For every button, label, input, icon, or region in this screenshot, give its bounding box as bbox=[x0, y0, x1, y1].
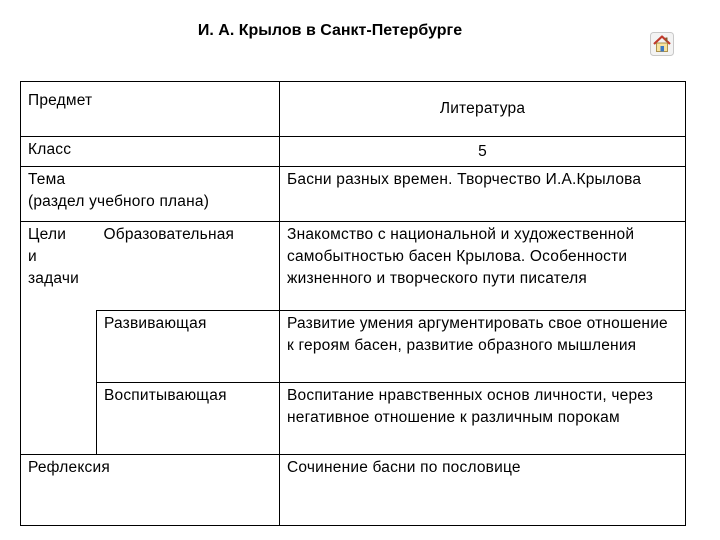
topic-label-line2: (раздел учебного плана) bbox=[28, 193, 210, 210]
topic-value: Басни разных времен. Творчество И.А.Крылова bbox=[280, 167, 686, 222]
topic-label-line1: Тема bbox=[28, 171, 66, 188]
class-value: 5 bbox=[280, 137, 686, 167]
home-icon bbox=[650, 32, 674, 56]
subject-value: Литература bbox=[280, 82, 686, 137]
page-title: И. А. Крылов в Санкт-Петербурге bbox=[197, 22, 463, 39]
goals-label-line3: задачи bbox=[28, 270, 79, 287]
goal-type: Воспитывающая bbox=[97, 383, 280, 455]
class-label: Класс bbox=[21, 137, 280, 167]
reflection-value: Сочинение басни по пословице bbox=[280, 455, 686, 526]
goals-label bbox=[21, 222, 97, 455]
table-row-subject bbox=[21, 82, 686, 137]
table-row-topic bbox=[21, 167, 686, 222]
topic-label bbox=[21, 167, 280, 222]
lesson-info-table bbox=[20, 81, 686, 526]
table-row-goal-developing bbox=[21, 311, 686, 383]
goals-label-line2: и bbox=[28, 248, 37, 265]
table-row-class bbox=[21, 137, 686, 167]
goal-type: Образовательная bbox=[97, 222, 280, 311]
goal-text: Развитие умения аргументировать свое отношение к героям басен, развитие образного мышления bbox=[280, 311, 686, 383]
goal-text: Знакомство с национальной и художественной самобытностью басен Крылова. Особенности жизненного и творческого пути писателя bbox=[280, 222, 686, 311]
goal-type: Развивающая bbox=[97, 311, 280, 383]
table-row-goal-educational bbox=[21, 222, 686, 311]
table-row-reflection bbox=[21, 455, 686, 526]
goals-label-line1: Цели bbox=[28, 226, 67, 243]
home-button[interactable] bbox=[650, 32, 674, 56]
subject-label: Предмет bbox=[21, 82, 280, 137]
goal-text: Воспитание нравственных основ личности, через негативное отношение к различным порокам bbox=[280, 383, 686, 455]
reflection-label: Рефлексия bbox=[21, 455, 280, 526]
table-row-goal-upbringing bbox=[21, 383, 686, 455]
